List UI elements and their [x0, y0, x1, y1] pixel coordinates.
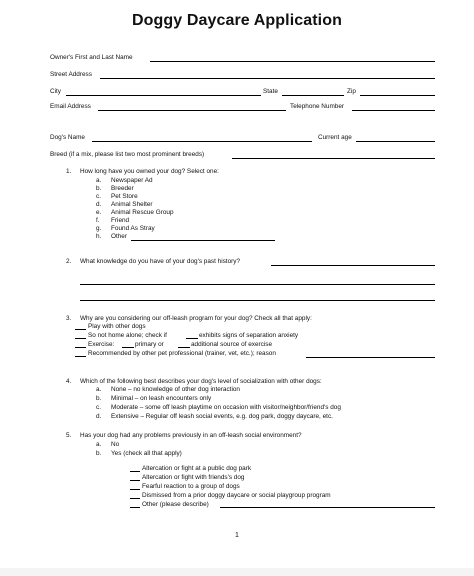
q4-option[interactable]: Moderate – some off leash playtime on occasion with visitor/neighbor/friend's dog — [111, 404, 341, 411]
q5-option[interactable]: No — [111, 441, 120, 448]
q1-option[interactable]: Found As Stray — [111, 225, 155, 232]
q2-answer-line-1[interactable] — [271, 265, 435, 266]
q4-option[interactable]: Extensive – Regular off leash social events, e.g. dog park, doggy daycare, etc. — [111, 413, 333, 420]
q5-sub-checkbox-line[interactable] — [130, 471, 140, 472]
q1-option[interactable]: Pet Store — [111, 193, 138, 200]
q5-sub-checkbox-line[interactable] — [130, 489, 140, 490]
q3-option: additional source of exercise — [191, 341, 272, 348]
dog-name-field[interactable] — [92, 141, 312, 142]
q1-option-letter: a. — [96, 177, 102, 184]
current-age-field[interactable] — [356, 141, 435, 142]
q4-option-letter: b. — [96, 395, 102, 402]
q3-option: So not home alone; check if — [88, 332, 167, 339]
q4-option-letter: a. — [96, 386, 102, 393]
q2-number: 2. — [66, 258, 72, 265]
q2-text: What knowledge do you have of your dog's past history? — [80, 258, 241, 265]
q1-text: How long have you owned your dog? Select one: — [80, 168, 219, 175]
q5-sub-checkbox-line[interactable] — [130, 498, 140, 499]
q2-answer-line-2[interactable] — [80, 284, 435, 285]
q5-sub-checkbox-line[interactable] — [130, 507, 140, 508]
q1-option[interactable]: Other — [111, 233, 127, 240]
q1-option-letter: h. — [96, 233, 102, 240]
q5-other-field[interactable] — [220, 507, 435, 508]
bottom-divider — [0, 568, 474, 576]
q1-option[interactable]: Newspaper Ad — [111, 177, 153, 184]
q4-number: 4. — [66, 378, 72, 385]
zip-field[interactable] — [360, 95, 435, 96]
q3-option: Recommended by other pet professional (trainer, vet, etc.); reason — [88, 350, 276, 357]
q3-number: 3. — [66, 315, 72, 322]
q2-answer-line-3[interactable] — [80, 300, 435, 301]
street-address-field[interactable] — [100, 78, 435, 79]
state-field[interactable] — [282, 95, 344, 96]
current-age-label: Current age — [318, 134, 352, 141]
q3-anxiety-checkbox-line[interactable] — [186, 338, 198, 339]
q5-option-letter: a. — [96, 441, 102, 448]
q5-sub-option: Fearful reaction to a group of dogs — [142, 483, 240, 490]
breed-label: Breed (if a mix, please list two most prominent breeds) — [50, 151, 205, 158]
email-label: Email Address — [50, 103, 91, 110]
state-label: State — [263, 88, 278, 95]
q3-checkbox-line[interactable] — [75, 329, 86, 330]
q3-checkbox-line[interactable] — [75, 347, 86, 348]
dog-name-label: Dog's Name — [50, 134, 85, 141]
q4-option-letter: d. — [96, 413, 102, 420]
q1-option[interactable]: Animal Shelter — [111, 201, 153, 208]
city-label: City — [50, 88, 62, 95]
street-address-label: Street Address — [50, 71, 92, 78]
q4-option[interactable]: Minimal – on leash encounters only — [111, 395, 212, 402]
q3-additional-checkbox-line[interactable] — [178, 347, 190, 348]
q1-option-letter: e. — [96, 209, 102, 216]
q3-option: Play with other dogs — [88, 323, 146, 330]
q5-sub-checkbox-line[interactable] — [130, 480, 140, 481]
q3-option: Exercise: — [88, 341, 115, 348]
page-number: 1 — [235, 532, 239, 539]
q3-checkbox-line[interactable] — [75, 338, 86, 339]
q1-other-field[interactable] — [131, 240, 275, 241]
page-title: Doggy Daycare Application — [132, 12, 342, 29]
q3-option: primary or — [135, 341, 164, 348]
q5-number: 5. — [66, 432, 72, 439]
q3-checkbox-line[interactable] — [75, 356, 86, 357]
q5-option[interactable]: Yes (check all that apply) — [111, 450, 182, 457]
q1-option[interactable]: Animal Rescue Group — [111, 209, 174, 216]
q5-sub-option: Altercation or fight at a public dog park — [142, 465, 252, 472]
q4-option[interactable]: None – no knowledge of other dog interaction — [111, 386, 240, 393]
q3-text: Why are you considering our off-leash program for your dog? Check all that apply: — [80, 315, 312, 322]
q1-option-letter: g. — [96, 225, 102, 232]
breed-field[interactable] — [232, 158, 435, 159]
email-field[interactable] — [98, 110, 286, 111]
telephone-field[interactable] — [352, 110, 435, 111]
q5-text: Has your dog had any problems previously in an off-leash social environment? — [80, 432, 302, 439]
q3-reason-field[interactable] — [306, 357, 435, 358]
q4-text: Which of the following best describes your dog's level of socialization with other dogs: — [80, 378, 322, 385]
q3-primary-checkbox-line[interactable] — [122, 347, 134, 348]
q1-option[interactable]: Breeder — [111, 185, 134, 192]
q5-sub-option: Dismissed from a prior doggy daycare or social playgroup program — [142, 492, 331, 499]
owner-name-label: Owner's First and Last Name — [50, 54, 133, 61]
zip-label: Zip — [347, 88, 356, 95]
telephone-label: Telephone Number — [290, 103, 344, 110]
owner-name-field[interactable] — [150, 61, 435, 62]
city-field[interactable] — [66, 95, 261, 96]
q1-option-letter: d. — [96, 201, 102, 208]
q4-option-letter: c. — [96, 404, 101, 411]
q3-option: exhibits signs of separation anxiety — [199, 332, 299, 339]
q5-option-letter: b. — [96, 450, 102, 457]
q1-option-letter: f. — [96, 217, 100, 224]
q5-sub-option: Altercation or fight with friends's dog — [142, 474, 245, 481]
q1-option-letter: c. — [96, 193, 101, 200]
q1-option-letter: b. — [96, 185, 102, 192]
q5-sub-option: Other (please describe) — [142, 501, 209, 508]
q1-number: 1. — [66, 168, 72, 175]
q1-option[interactable]: Friend — [111, 217, 130, 224]
